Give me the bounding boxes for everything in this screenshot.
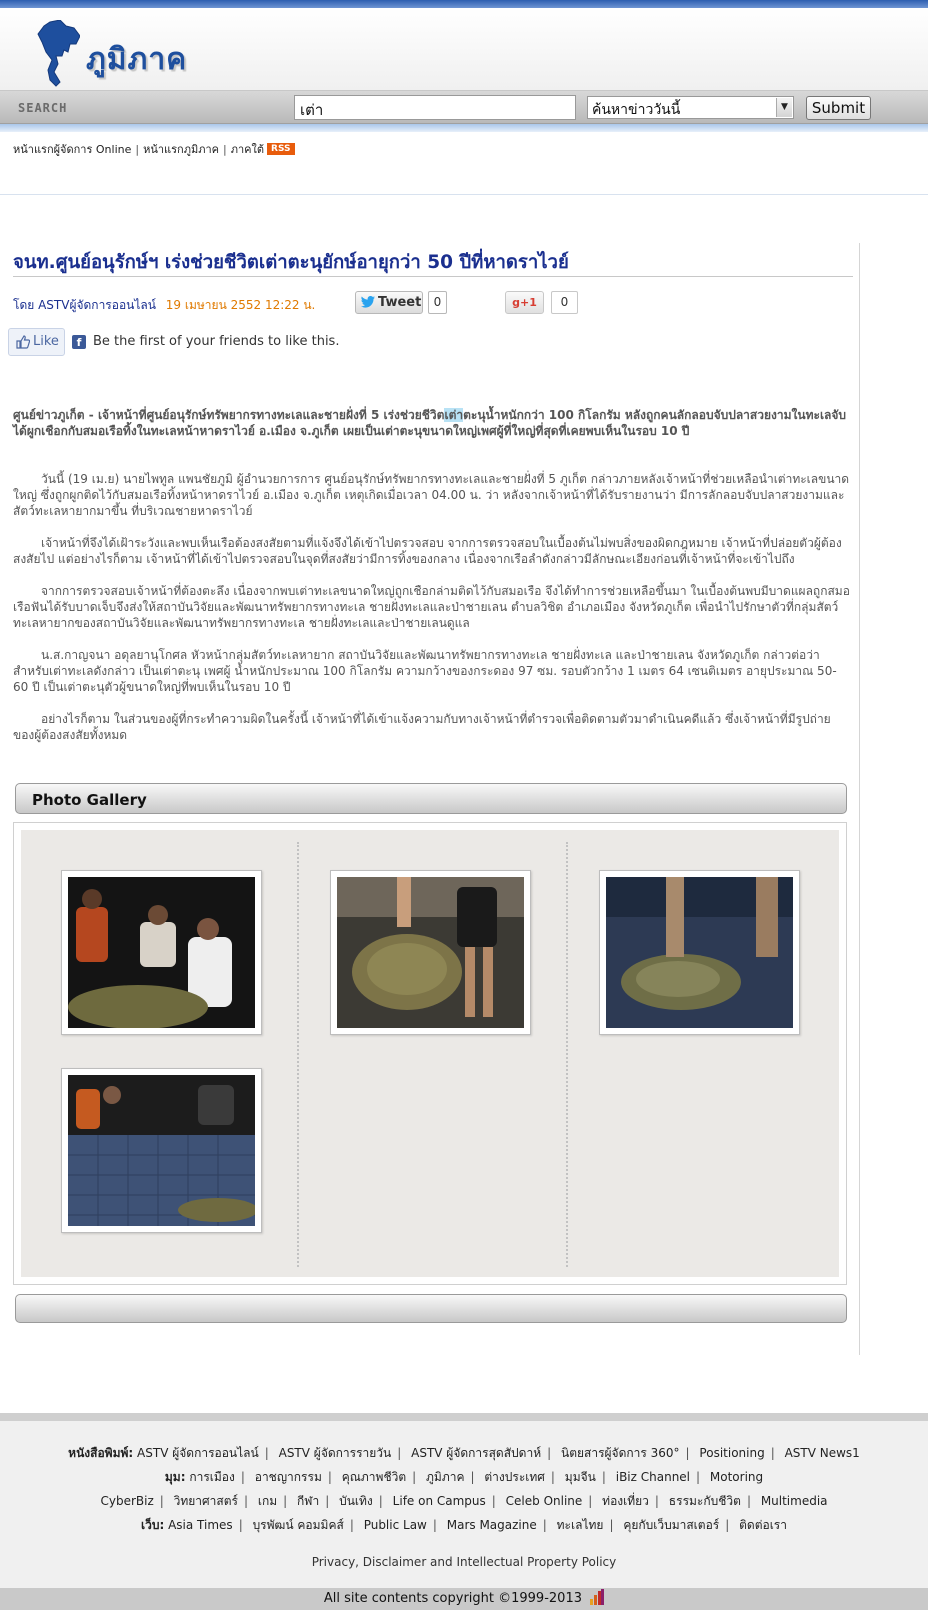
- photo-gallery-title: Photo Gallery: [32, 791, 147, 809]
- article-paragraph: อย่างไรก็ตาม ในส่วนของผู้ที่กระทำความผิดในครั้งนี้ เจ้าหน้าที่ได้เข้าแจ้งความกับทางเจ้าหน้าที่ตำรวจเพื่อติดตามตัวมาดำเนินคดีแล้ว ซึ่งเจ้าหน้าที่มีรูปถ่ายของผู้ต้องสงสัยทั้งหมด: [13, 712, 831, 742]
- breadcrumb: หน้าแรกผู้จัดการ Online | หน้าแรกภูมิภาค | ภาคใต้ RSS: [13, 140, 295, 158]
- article-paragraph: วันนี้ (19 เม.ย) นายไพทูล แพนชัยภูมิ ผู้อำนวยการการ ศูนย์อนุรักษ์ทรัพยากรทางทะเลและชายฝั่งที่ 5 ภูเก็ต กล่าวภายหลังเจ้าหน้าที่ช่วยเหลือนำเต่าทะเลขนาดใหญ่ ซึ่งถูกผูกติดไว้กับสมอเรือทิ้งหน้าหาดราไวย์ อ.เมือง จ.ภูเก็ต เหตุเกิดเมื่อเวลา 04.00 น. ว่า หลังจากเจ้าหน้าที่ได้รับรายงานว่า มีการลักลอบจับปลาสวยงามและสัตว์ทะเลหายากมาขึ้น ที่บริเวณชายหาดราไวย์: [13, 472, 850, 518]
- footer-link[interactable]: ท่องเที่ยว: [602, 1494, 649, 1508]
- google-plus-button[interactable]: [505, 291, 544, 314]
- photo-gallery-grid: [21, 830, 839, 1277]
- photo-image: [68, 877, 255, 1028]
- footer-link[interactable]: กีฬา: [297, 1494, 320, 1508]
- footer-link[interactable]: Public Law: [363, 1518, 427, 1532]
- footer-newspapers-label: หนังสือพิมพ์:: [68, 1446, 134, 1460]
- header-divider: [0, 124, 928, 132]
- submit-button[interactable]: Submit: [806, 96, 871, 120]
- site-header: [0, 8, 928, 90]
- search-label: SEARCH: [18, 101, 68, 115]
- footer-sections-row-2: CyberBiz | วิทยาศาสตร์ | เกม | กีฬา | บันเทิง | Life on Campus | Celeb Online | ท่องเที่ยว | ธรรมะกับชีวิต | Multimedia: [100, 1494, 828, 1508]
- footer-link[interactable]: บันเทิง: [339, 1494, 373, 1508]
- photo-image: [68, 1075, 255, 1226]
- footer-link[interactable]: ติดต่อเรา: [739, 1518, 787, 1532]
- google-plus-count: 0: [551, 291, 578, 314]
- photo-image: [337, 877, 524, 1028]
- footer-link[interactable]: Motoring: [709, 1470, 764, 1484]
- footer-link[interactable]: มุมจีน: [564, 1470, 596, 1484]
- title-divider: [13, 276, 853, 277]
- tweet-button[interactable]: [355, 291, 423, 314]
- nav-link-south[interactable]: ภาคใต้: [230, 143, 265, 156]
- manager-logo-icon: [590, 1589, 604, 1605]
- article-byline: [13, 296, 315, 315]
- byline-date: 19 เมษายน 2552 12:22 น.: [165, 298, 316, 312]
- photo-gallery-header: [15, 783, 847, 814]
- facebook-like-button[interactable]: [8, 328, 65, 356]
- rss-badge[interactable]: RSS: [267, 143, 295, 155]
- thailand-map-logo-icon[interactable]: [36, 20, 80, 88]
- footer-link[interactable]: iBiz Channel: [615, 1470, 691, 1484]
- nav-divider: [0, 194, 928, 195]
- lead-text-start: ศูนย์ข่าวภูเก็ต - เจ้าหน้าที่ศูนย์อนุรักษ์ทรัพยากรทางทะเลและชายฝั่งที่ 5 เร่งช่วยชีวิต: [13, 408, 445, 422]
- footer-link[interactable]: เกม: [257, 1494, 278, 1508]
- article-paragraph: จากการตรวจสอบเจ้าหน้าที่ต้องตะลึง เนื่องจากพบเต่าทะเลขนาดใหญ่ถูกเชือกล่ามติดไว้กับสมอเรือ จึงได้ทำการช่วยเหลือขึ้นมา ในเบื้องต้นพบมีบาดแผลถูกสมอเรือฟันได้รับบาดเจ็บจึงส่งให้สถาบันวิจัยและพัฒนาทรัพยากรทางทะเล ชายฝั่งทะเลและป่าชายเลน ตำบลวิชิต อำเภอเมือง จังหวัดภูเก็ต เพื่อนำไปรักษาตัวที่กลุ่มสัตว์ทะเลหายากของสถาบันวิจัยและพัฒนาทรัพยากรทางทะเล ชายฝั่งทะเลและป่าชายเลนดูแล: [13, 584, 850, 630]
- lead-text-end: ตะนุน้ำหนักกว่า 100 กิโลกรัม หลังถูกคนลักลอบจับปลาสวยงามในทะเลจับได้ผูกเชือกกับสมอเรือทิ้งในทะเลหน้าหาดราไวย์ อ.เมือง จ.ภูเก็ต เผยเป็นเต่าตะนุขนาดใหญ่เพศผู้ที่ใหญ่ที่สุดที่เคยพบเห็นในรอบ 10 ปี: [13, 408, 847, 438]
- article-paragraph: น.ส.กาญจนา อดุลยานุโกศล หัวหน้ากลุ่มสัตว์ทะเลหายาก สถาบันวิจัยและพัฒนาทรัพยากรทางทะเล ชายฝั่งทะเล และป่าชายเลน จังหวัดภูเก็ต กล่าวต่อว่า สำหรับเต่าทะเลดังกล่าว เป็นเต่าตะนุ เพศผู้ น้ำหนักประมาณ 100 กิโลกรัม ความกว้างของกระดอง 97 ซม. รอบตัวกว้าง 1 เมตร 64 เซนติเมตร อายุประมาณ 50-60 ปี เป็นเต่าตะนุตัวผู้ขนาดใหญ่ที่พบเห็นในรอบ 10 ปี: [13, 648, 837, 694]
- google-plus-icon: g: [512, 296, 520, 309]
- search-input[interactable]: เต่า: [294, 95, 576, 120]
- footer-link[interactable]: ทะเลไทย: [556, 1518, 604, 1532]
- footer-link[interactable]: คุณภาพชีวิต: [341, 1470, 407, 1484]
- gallery-column-divider: [297, 842, 299, 1267]
- gallery-photo-4[interactable]: [61, 1068, 262, 1233]
- privacy-policy-link[interactable]: Privacy, Disclaimer and Intellectual Property Policy: [311, 1555, 617, 1569]
- content-column-border: [859, 243, 860, 1355]
- photo-gallery-footer: [15, 1294, 847, 1323]
- footer-web-label: เว็บ:: [141, 1518, 165, 1532]
- facebook-social-text: Be the first of your friends to like this.: [93, 334, 340, 349]
- footer-link[interactable]: ASTV ผู้จัดการสุดสัปดาห์: [411, 1446, 542, 1460]
- nav-link-manager-online[interactable]: หน้าแรกผู้จัดการ Online: [13, 143, 132, 156]
- article-lead: [13, 407, 851, 439]
- search-highlight: เต่า: [444, 408, 464, 422]
- footer-link[interactable]: Positioning: [699, 1446, 765, 1460]
- footer-link[interactable]: นิตยสารผู้จัดการ 360°: [560, 1446, 680, 1460]
- footer-web-row: เว็บ: Asia Times | บุรพัฒน์ คอมมิคส์ | Public Law | Mars Magazine | ทะเลไทย | คุยกับเว็บมาสเตอร์ | ติดต่อเรา: [141, 1518, 787, 1532]
- facebook-icon: f: [72, 335, 86, 349]
- facebook-like-label: Like: [33, 334, 59, 349]
- footer-link[interactable]: ธรรมะกับชีวิต: [668, 1494, 741, 1508]
- byline-author: โดย ASTVผู้จัดการออนไลน์: [13, 298, 156, 312]
- top-accent-bar: [0, 0, 928, 8]
- site-logo-text[interactable]: ภูมิภาค: [86, 42, 188, 77]
- footer-link[interactable]: Asia Times: [168, 1518, 233, 1532]
- copyright-bar: [0, 1588, 928, 1610]
- photo-gallery: [13, 822, 847, 1285]
- photo-image: [606, 877, 793, 1028]
- twitter-bird-icon: [361, 296, 375, 308]
- footer-link[interactable]: ภูมิภาค: [426, 1470, 465, 1484]
- footer-link[interactable]: Celeb Online: [505, 1494, 583, 1508]
- footer-link[interactable]: Life on Campus: [392, 1494, 486, 1508]
- footer-link[interactable]: การเมือง: [189, 1470, 235, 1484]
- footer-link[interactable]: CyberBiz: [100, 1494, 154, 1508]
- article-paragraph: เจ้าหน้าที่จึงได้เฝ้าระวังและพบเห็นเรือต้องสงสัยตามที่แจ้งจึงได้เข้าไปตรวจสอบ จากการตรวจสอบในเบื้องต้นไม่พบสิ่งของผิดกฎหมาย เจ้าหน้าที่ปล่อยตัวผู้ต้องสงสัยไป แต่อย่างไรก็ตาม เจ้าหน้าที่ได้เข้าไปตรวจสอบในจุดที่สงสัยว่ามีการทิ้งของกลาง เนื่องจากเรือลำดังกล่าวมีลักษณะเอียงก่อนที่เจ้าหน้าที่จะเข้าไปถึง: [13, 536, 842, 566]
- footer-link[interactable]: คุยกับเว็บมาสเตอร์: [623, 1518, 720, 1532]
- gallery-column-divider: [566, 842, 568, 1267]
- footer-sections-label: มุม:: [164, 1470, 186, 1484]
- chevron-down-icon[interactable]: ▼: [776, 98, 792, 117]
- search-scope-select[interactable]: [587, 96, 794, 119]
- footer-link[interactable]: ASTV ผู้จัดการออนไลน์: [137, 1446, 259, 1460]
- tweet-label: Tweet: [378, 295, 422, 310]
- copyright-text: All site contents copyright ©1999-2013: [323, 1591, 582, 1606]
- thumbs-up-icon: [16, 335, 30, 349]
- footer-link[interactable]: Multimedia: [760, 1494, 828, 1508]
- gallery-photo-2[interactable]: [330, 870, 531, 1035]
- footer-link[interactable]: บุรพัฒน์ คอมมิคส์: [252, 1518, 344, 1532]
- footer-link[interactable]: ASTV News1: [784, 1446, 860, 1460]
- footer-link[interactable]: ต่างประเทศ: [484, 1470, 545, 1484]
- tweet-count: 0: [428, 291, 447, 314]
- search-bar: [0, 90, 928, 124]
- site-footer: [0, 1413, 928, 1610]
- footer-link[interactable]: ASTV ผู้จัดการรายวัน: [278, 1446, 392, 1460]
- gallery-photo-3[interactable]: [599, 870, 800, 1035]
- footer-newspapers-row: หนังสือพิมพ์: ASTV ผู้จัดการออนไลน์ | ASTV ผู้จัดการรายวัน | ASTV ผู้จัดการสุดสัปดาห์ | นิตยสารผู้จัดการ 360° | Positioning | ASTV News1: [68, 1446, 860, 1460]
- footer-link[interactable]: อาชญากรรม: [254, 1470, 322, 1484]
- article-title: จนท.ศูนย์อนุรักษ์ฯ เร่งช่วยชีวิตเต่าตะนุยักษ์อายุกว่า 50 ปีที่หาดราไวย์: [13, 252, 569, 273]
- google-plus-label: +1: [520, 296, 537, 309]
- footer-sections-row: มุม: การเมือง | อาชญากรรม | คุณภาพชีวิต | ภูมิภาค | ต่างประเทศ | มุมจีน | iBiz Channel | Motoring: [164, 1470, 764, 1484]
- nav-link-regional-home[interactable]: หน้าแรกภูมิภาค: [143, 143, 219, 156]
- gallery-photo-1[interactable]: [61, 870, 262, 1035]
- footer-link[interactable]: วิทยาศาสตร์: [173, 1494, 238, 1508]
- search-scope-value: ค้นหาข่าววันนี้: [592, 102, 681, 118]
- footer-link[interactable]: Mars Magazine: [446, 1518, 537, 1532]
